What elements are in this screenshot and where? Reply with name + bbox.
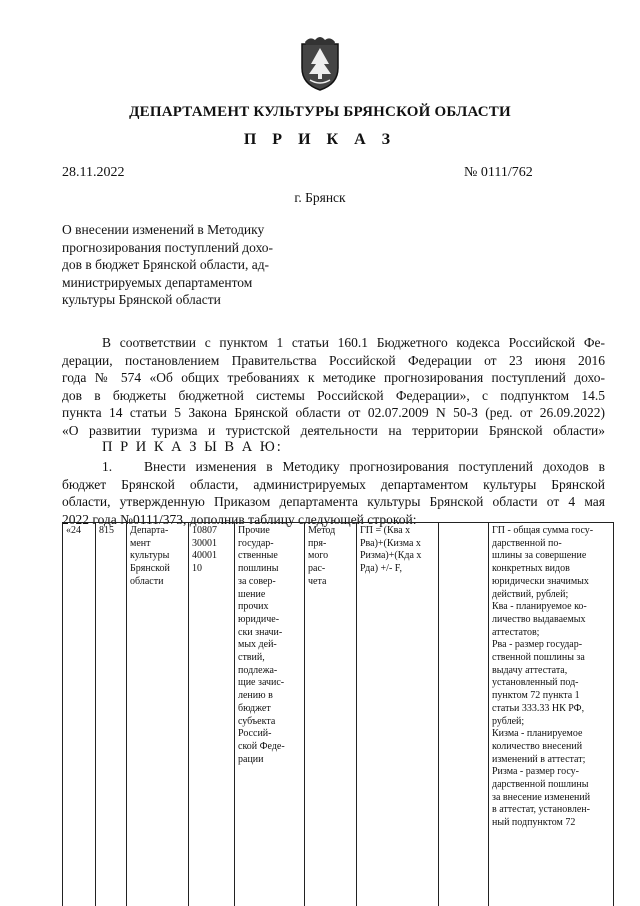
table-cell <box>63 523 96 906</box>
table-cell <box>189 523 235 906</box>
table-cell <box>439 523 489 906</box>
cell-line: прочих <box>238 601 269 613</box>
cell-line: шлины за совершение <box>492 550 587 562</box>
cell-line: шение <box>238 588 266 600</box>
cell-line: в аттестат, установлен- <box>492 804 590 816</box>
table-cell <box>235 523 305 906</box>
coat-of-arms-icon <box>296 34 344 92</box>
cell-line: пошлины <box>238 563 279 575</box>
text-line: В соответствии с пунктом 1 статьи 160.1 Бюджетного кодекса Российской Фе- <box>102 335 605 350</box>
cell-line: установленный под- <box>492 677 579 689</box>
text-line: дов в бюджеты бюджетной системы Российской Федерации», с подпунктом 14.5 <box>62 387 605 403</box>
cell-line: культуры <box>130 550 170 562</box>
cell-line: выдачу аттестата, <box>492 664 568 676</box>
cell-line: Россий- <box>238 728 272 740</box>
subject-line: О внесении изменений в Методику <box>62 222 265 237</box>
cell-line: Ризма - размер госу- <box>492 766 580 778</box>
cell-line: ГП = (Ква х <box>360 525 411 536</box>
cell-line: ской Феде- <box>238 740 285 752</box>
order-command: П Р И К А З Ы В А Ю: <box>102 439 283 455</box>
cell-line: пря- <box>308 537 327 549</box>
cell-line: Метод <box>308 525 336 536</box>
cell-line: дарственной по- <box>492 537 562 549</box>
cell-line: конкретных видов <box>492 563 570 575</box>
subject-line: дов в бюджет Брянской области, ад- <box>62 257 270 273</box>
cell-line: личество выдаваемых <box>492 613 586 625</box>
cell-line: юридиче- <box>238 613 280 625</box>
cell-line: Прочие <box>238 525 270 536</box>
cell-line: действий, рублей; <box>492 588 569 600</box>
subject-line: культуры Брянской области <box>62 292 221 308</box>
cell-line: аттестатов; <box>492 626 540 638</box>
cell-line: ствий, <box>238 652 265 664</box>
cell-line: 10 <box>192 563 202 575</box>
item-number: 1. <box>102 459 113 474</box>
cell-line: пунктом 72 пункта 1 <box>492 690 580 702</box>
text-line: года № 574 «Об общих требованиях к методике прогнозирования поступлений дохо- <box>62 370 605 386</box>
cell-line: Брянской <box>130 563 170 575</box>
cell-line: чета <box>308 575 327 587</box>
cell-line: рублей; <box>492 715 525 727</box>
subject-line: прогнозирования поступлений дохо- <box>62 239 274 255</box>
cell-line: 815 <box>99 525 114 536</box>
cell-line: государ- <box>238 537 274 549</box>
cell-line: субъекта <box>238 715 276 727</box>
cell-line: мого <box>308 550 329 562</box>
cell-line: Кизма - планируемое <box>492 728 583 740</box>
table-cell <box>357 523 439 906</box>
cell-line: 30001 <box>192 537 217 549</box>
department-name: ДЕПАРТАМЕНТ КУЛЬТУРЫ БРЯНСКОЙ ОБЛАСТИ <box>129 104 511 120</box>
table-cell <box>489 523 614 906</box>
cell-line: Департа- <box>130 525 169 536</box>
cell-line: мых дей- <box>238 639 277 651</box>
cell-line: области <box>130 575 164 587</box>
cell-line: количество внесений <box>492 740 583 752</box>
text-line: 2022 года №0111/373, дополнив таблицу следующей строкой: <box>62 511 417 527</box>
cell-line: ственной пошлины за <box>492 652 585 664</box>
cell-line: мент <box>130 537 151 549</box>
item-text: Внести изменения в Методику прогнозирования поступлений доходов в <box>144 459 605 474</box>
cell-line: юридически значимых <box>492 575 589 587</box>
preamble-paragraph <box>62 334 605 440</box>
cell-line: бюджет <box>238 702 271 714</box>
cell-line: ный подпунктом 72 <box>492 817 576 829</box>
cell-line: «24 <box>66 525 81 536</box>
cell-line: рас- <box>308 563 326 575</box>
cell-line: ГП - общая сумма госу- <box>492 525 594 536</box>
order-date: 28.11.2022 <box>62 165 125 180</box>
subject-line: министрируемых департаментом <box>62 274 253 290</box>
table-cell <box>127 523 189 906</box>
cell-line: Рва)+(Кизма х <box>360 537 421 549</box>
cell-line: за внесение изменений <box>492 791 591 803</box>
order-number: № 0111/762 <box>464 165 533 180</box>
cell-line: подлежа- <box>238 664 278 676</box>
text-line <box>62 458 605 476</box>
cell-line: 10807 <box>192 525 217 536</box>
table-cell <box>305 523 357 906</box>
table-cell <box>96 523 127 906</box>
income-methodology-table <box>62 522 614 906</box>
cell-line: рации <box>238 753 264 765</box>
cell-line: статьи 333.33 НК РФ, <box>492 702 585 714</box>
cell-line: за совер- <box>238 575 276 587</box>
text-line: области, утвержденную Приказом департамента культуры Брянской области от 4 мая <box>62 494 605 510</box>
cell-line: ственные <box>238 550 278 562</box>
text-line: бюджет Брянской области, администрируемых департаментом культуры Брянской <box>62 476 605 492</box>
cell-line: Рва - размер государ- <box>492 639 583 651</box>
cell-line: Ризма)+(Кда х <box>360 550 422 562</box>
cell-line: изменений в аттестат; <box>492 753 586 765</box>
cell-line: дарственной пошлины <box>492 779 589 791</box>
cell-line: Ква - планируемое ко- <box>492 601 587 613</box>
order-subject <box>62 221 312 309</box>
cell-line: ски значи- <box>238 626 283 638</box>
order-item-1 <box>62 458 605 528</box>
document-type-title: П Р И К А З <box>243 131 397 148</box>
text-line: «О развитии туризма и туристской деятельности на территории Брянской области» <box>62 422 605 438</box>
cell-line: лению в <box>238 690 273 702</box>
cell-line: 40001 <box>192 550 217 562</box>
text-line: дерации, постановлением Правительства Российской Федерации от 23 июня 2016 <box>62 352 605 368</box>
cell-line: щие зачис- <box>238 677 285 689</box>
text-line: пункта 14 статьи 5 Закона Брянской области от 02.07.2009 N 50-З (ред. от 26.09.2022) <box>62 405 605 421</box>
cell-line: Рда) +/- F, <box>360 563 403 575</box>
city-name: г. Брянск <box>294 190 346 205</box>
